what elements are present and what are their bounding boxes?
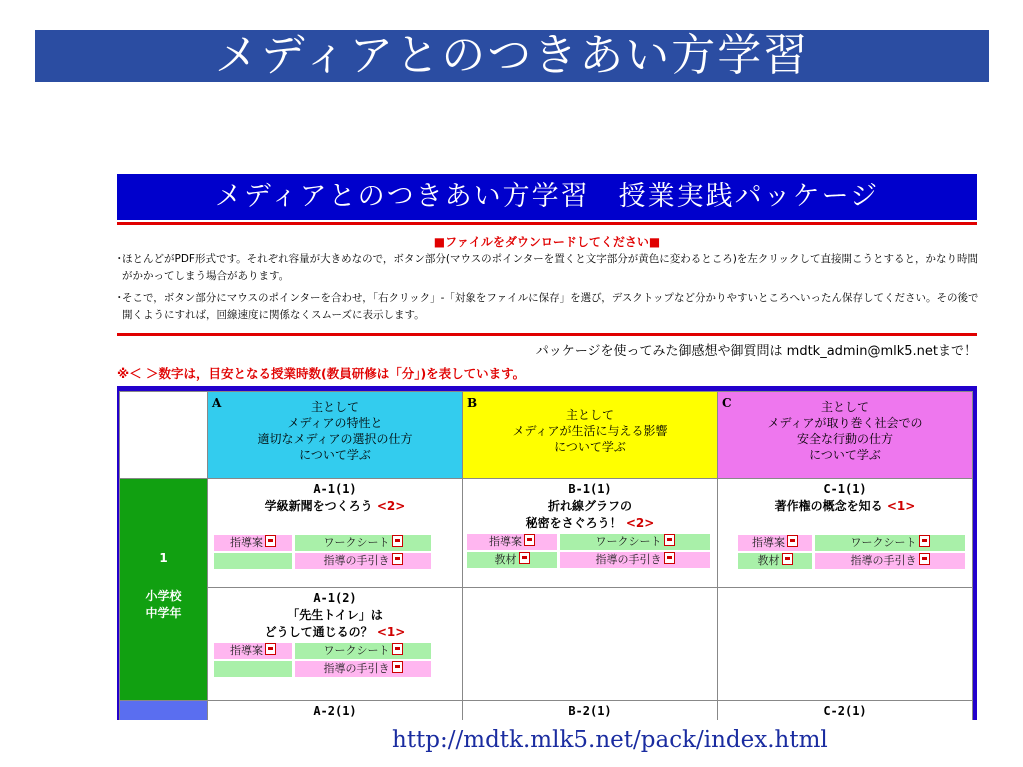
pdf-icon — [519, 552, 530, 564]
notice-bullet: ・ — [114, 253, 125, 265]
handbook-button[interactable] — [295, 553, 431, 569]
pdf-icon — [392, 661, 403, 673]
material-button[interactable] — [738, 553, 812, 569]
pdf-icon — [919, 535, 930, 547]
slide-title: メディアとのつきあい方学習 — [35, 30, 989, 82]
column-letter: A — [212, 396, 222, 410]
handbook-button-label: 指導の手引き — [323, 662, 390, 675]
material-button[interactable] — [467, 552, 557, 568]
worksheet-button-label: ワークシート — [323, 536, 390, 549]
contact-line: パッケージを使ってみた御感想や御質問は mdtk_admin@mlk5.netまで！ — [535, 344, 977, 359]
guide-button-label: 指導案 — [230, 644, 263, 657]
lesson-code: B-1(1) — [568, 482, 612, 496]
column-line: 安全な行動の仕方 — [796, 432, 893, 446]
pdf-icon — [664, 534, 675, 546]
lesson-code: C-1(1) — [823, 482, 867, 496]
notice-text: そこで，ボタン部分にマウスのポインターを合わせ，「右クリック」-「対象をファイルに保存」を選び，デスクトップなど分かりやすいところへいったん保存してください。その後で開くようにすれば，回線速度に関係なくスムーズに表示します。 — [122, 292, 979, 321]
column-line: メディアの特性と — [287, 416, 383, 430]
red-divider-top — [117, 222, 977, 225]
column-line: 主として — [310, 400, 359, 414]
handbook-button-label: 指導の手引き — [850, 554, 917, 567]
lesson-hours: <1> — [376, 625, 406, 639]
handbook-button[interactable] — [560, 552, 710, 568]
pdf-icon — [664, 552, 675, 564]
column-letter: B — [467, 396, 478, 410]
lesson-cell-a1 — [208, 479, 463, 588]
lesson-title-line1: 折れ線グラフの — [547, 499, 632, 513]
worksheet-button-label: ワークシート — [850, 536, 917, 549]
guide-button-label: 指導案 — [230, 536, 263, 549]
lesson-cell-a3 — [208, 701, 463, 721]
pdf-icon — [392, 553, 403, 565]
pdf-icon — [392, 535, 403, 547]
lesson-cell-b3 — [463, 701, 718, 721]
lesson-title: 学級新聞をつくろう — [264, 499, 373, 513]
pdf-icon — [265, 535, 276, 547]
lesson-title: 著作権の概念を知る — [774, 499, 883, 513]
worksheet-button-label: ワークシート — [595, 535, 662, 548]
pdf-icon — [265, 643, 276, 655]
guide-button-label: 指導案 — [489, 535, 522, 548]
grade-label-1: 小学校 — [145, 589, 182, 603]
guide-button-label: 指導案 — [752, 536, 785, 549]
grade-number: 1 — [159, 551, 168, 565]
notice-text: ほとんどがPDF形式です。それぞれ容量が大きめなので，ボタン部分(マウスのポインターを置くと文字部分が黄色に変わるところ)を左クリックして直接開こうとすると，かなり時間がかかってしまう場合があります。 — [122, 253, 978, 282]
column-letter: C — [722, 396, 732, 410]
pdf-icon — [782, 553, 793, 565]
lesson-cell-c1 — [718, 479, 973, 588]
lesson-code: B-2(1) — [568, 704, 612, 718]
package-url[interactable]: http://mdtk.mlk5.net/pack/index.html — [392, 727, 828, 753]
lesson-code: A-2(1) — [313, 704, 357, 718]
pdf-icon — [392, 643, 403, 655]
empty-button-slot — [214, 661, 292, 677]
grade-cell-next — [120, 701, 208, 721]
grade-label-2: 中学年 — [145, 606, 182, 620]
lesson-hours: <1> — [886, 499, 916, 513]
column-header-a — [208, 392, 463, 479]
empty-button-slot — [214, 553, 292, 569]
column-header-c — [718, 392, 973, 479]
lesson-code: C-2(1) — [823, 704, 867, 718]
lesson-code: A-1(1) — [313, 482, 357, 496]
column-line: 主として — [820, 400, 869, 414]
notice-bullet: ・ — [114, 292, 125, 304]
pdf-icon — [524, 534, 535, 546]
pdf-icon — [787, 535, 798, 547]
grade-cell — [120, 479, 208, 701]
package-banner: メディアとのつきあい方学習 授業実践パッケージ — [117, 174, 977, 220]
material-button-label: 教材 — [494, 553, 517, 566]
column-header-b — [463, 392, 718, 479]
guide-button[interactable] — [214, 535, 292, 551]
lesson-title-line2: 秘密をさぐろう！ — [525, 516, 622, 530]
empty-cell — [463, 588, 718, 701]
lesson-code: A-1(2) — [313, 591, 357, 605]
lesson-cell-a2 — [208, 588, 463, 701]
column-line: 主として — [565, 408, 614, 422]
empty-cell — [718, 588, 973, 701]
column-line: について学ぶ — [809, 448, 881, 462]
guide-button[interactable] — [214, 643, 292, 659]
lesson-title-line2: どうして通じるの？ — [264, 625, 373, 639]
worksheet-button[interactable] — [295, 535, 431, 551]
worksheet-button[interactable] — [295, 643, 431, 659]
column-line: について学ぶ — [299, 448, 371, 462]
corner-cell — [120, 392, 208, 479]
worksheet-button[interactable] — [560, 534, 710, 550]
notice-item — [114, 290, 980, 324]
pdf-icon — [919, 553, 930, 565]
lesson-cell-c3 — [718, 701, 973, 721]
lesson-title-line1: 「先生トイレ」は — [287, 608, 383, 622]
handbook-button[interactable] — [815, 553, 965, 569]
column-line: メディアが取り巻く社会での — [767, 416, 923, 430]
handbook-button-label: 指導の手引き — [323, 554, 390, 567]
column-line: について学ぶ — [554, 440, 626, 454]
package-table — [117, 386, 977, 720]
lesson-hours: <2> — [625, 516, 655, 530]
worksheet-button[interactable] — [815, 535, 965, 551]
column-line: メディアが生活に与える影響 — [512, 424, 668, 438]
guide-button[interactable] — [467, 534, 557, 550]
download-notice-title: ■ファイルをダウンロードしてください■ — [433, 235, 661, 249]
lesson-cell-b1 — [463, 479, 718, 588]
lesson-hours: <2> — [376, 499, 406, 513]
guide-button[interactable] — [738, 535, 812, 551]
hours-note: ※＜ ＞数字は，目安となる授業時数(教員研修は「分」)を表しています。 — [117, 366, 526, 381]
notice-item — [114, 251, 980, 285]
red-divider-bottom — [117, 333, 977, 336]
handbook-button-label: 指導の手引き — [595, 553, 662, 566]
column-line: 適切なメディアの選択の仕方 — [257, 432, 413, 446]
handbook-button[interactable] — [295, 661, 431, 677]
material-button-label: 教材 — [757, 554, 780, 567]
worksheet-button-label: ワークシート — [323, 644, 390, 657]
